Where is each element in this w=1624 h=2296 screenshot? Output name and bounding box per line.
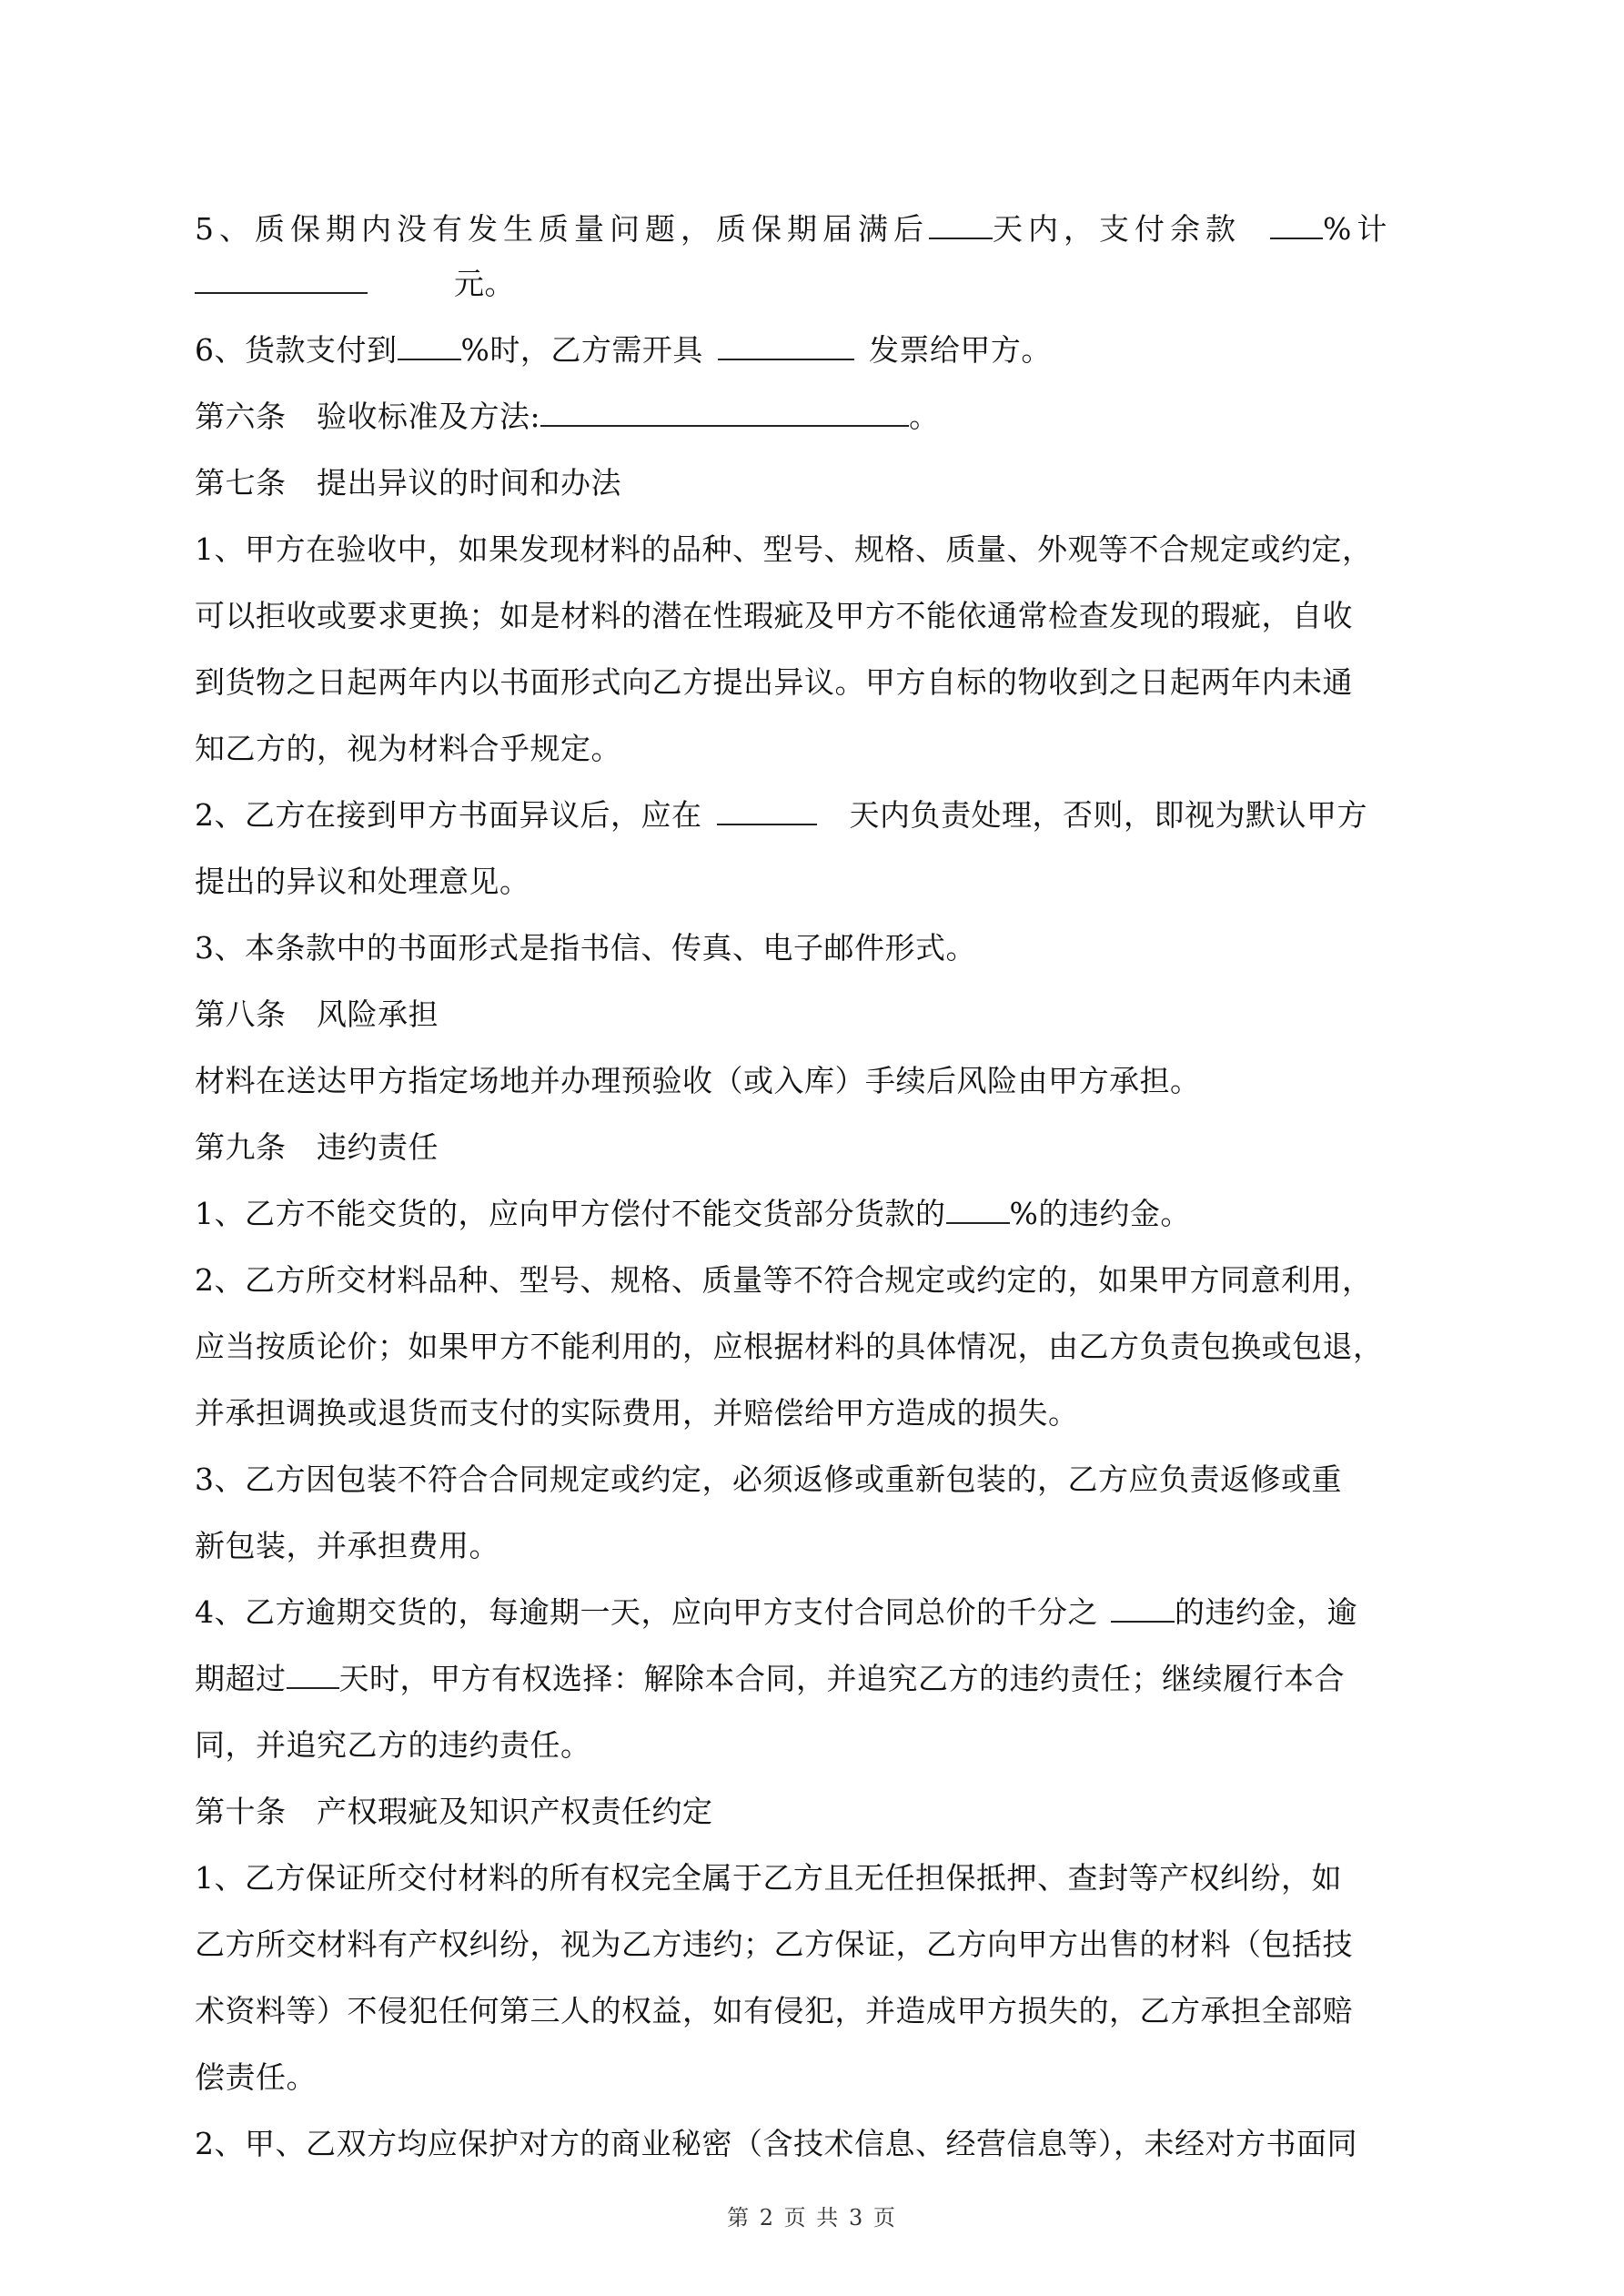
text-segment: 4、乙方逾期交货的，每逾期一天，应向甲方支付合同总价的千分之 (195, 1594, 1098, 1630)
section-heading: 第十条 产权瑕疵及知识产权责任约定 (195, 1794, 713, 1829)
text-line: 3、本条款中的书面形式是指书信、传真、电子邮件形式。 (195, 930, 976, 966)
section-heading: 第八条 风险承担 (195, 996, 439, 1032)
section-heading: 第九条 违约责任 (195, 1129, 439, 1165)
text-segment: 的违约金，逾 (1175, 1594, 1357, 1630)
fill-blank (540, 398, 909, 427)
text-segment: 天时，甲方有权选择：解除本合同，并追究乙方的违约责任；继续履行本合 (338, 1661, 1345, 1696)
section-heading: 第七条 提出异议的时间和办法 (195, 465, 621, 501)
fill-blank (1270, 210, 1323, 239)
fill-blank (287, 1660, 339, 1689)
text-line: 2、甲、乙双方均应保护对方的商业秘密（含技术信息、经营信息等），未经对方书面同 (195, 2126, 1357, 2161)
text-line: 同，并追究乙方的违约责任。 (195, 1727, 591, 1763)
fill-blank (195, 265, 368, 294)
fill-blank (929, 210, 993, 239)
text-segment: 1、乙方不能交货的，应向甲方偿付不能交货部分货款的 (195, 1196, 946, 1231)
text-segment: 期超过 (195, 1661, 287, 1696)
text-segment: 元。 (454, 266, 515, 301)
page-footer: 第 2 页 共 3 页 (727, 2205, 897, 2230)
text-line: 知乙方的，视为材料合乎规定。 (195, 731, 621, 766)
text-line: 新包装，并承担费用。 (195, 1528, 499, 1563)
text-line (195, 788, 1432, 843)
fill-blank (1111, 1593, 1175, 1623)
text-line: 1、甲方在验收中，如果发现材料的品种、型号、规格、质量、外观等不合规定或约定， (195, 531, 1373, 567)
text-segment: 2、乙方在接到甲方书面异议后，应在 (195, 797, 702, 833)
text-line: 可以拒收或要求更换；如是材料的潜在性瑕疵及甲方不能依通常检查发现的瑕疵，自收 (195, 598, 1353, 633)
text-segment: 6、货款支付到 (195, 332, 398, 368)
text-line: 应当按质论价；如果甲方不能利用的，应根据材料的具体情况，由乙方负责包换或包退， (195, 1329, 1384, 1364)
fill-blank (718, 331, 854, 360)
text-line (195, 1652, 1432, 1706)
text-segment: 。 (909, 399, 940, 434)
text-line: 术资料等）不侵犯任何第三人的权益，如有侵犯，并造成甲方损失的，乙方承担全部赔 (195, 1993, 1353, 2028)
text-line (195, 202, 1432, 257)
text-segment: 天内，支付余款 (993, 211, 1241, 247)
text-segment: 5、质保期内没有发生质量问题，质保期届满后 (195, 211, 929, 247)
text-segment: 发票给甲方。 (868, 332, 1052, 368)
fill-blank (946, 1195, 1010, 1224)
text-line: 并承担调换或退货而支付的实际费用，并赔偿给甲方造成的损失。 (195, 1395, 1079, 1431)
text-line: 1、乙方保证所交付材料的所有权完全属于乙方且无任担保抵押、查封等产权纠纷，如 (195, 1860, 1342, 1896)
document-body (195, 202, 1432, 2171)
text-line: 材料在送达甲方指定场地并办理预验收（或入库）手续后风险由甲方承担。 (195, 1063, 1201, 1098)
fill-blank (717, 796, 817, 825)
text-line: 2、乙方所交材料品种、型号、规格、质量等不符合规定或约定的，如果甲方同意利用， (195, 1262, 1373, 1298)
text-line: 3、乙方因包装不符合合同规定或约定，必须返修或重新包装的，乙方应负责返修或重 (195, 1462, 1342, 1497)
text-line (195, 1585, 1432, 1640)
text-line: 偿责任。 (195, 2059, 317, 2095)
text-segment: %的违约金。 (1009, 1196, 1191, 1231)
text-line (195, 1187, 1432, 1241)
text-line: 乙方所交材料有产权纠纷，视为乙方违约；乙方保证，乙方向甲方出售的材料（包括技 (195, 1927, 1353, 1962)
section-heading (195, 389, 1432, 444)
text-line (195, 323, 1432, 378)
text-segment: %时，乙方需开具 (460, 332, 703, 368)
text-line: 到货物之日起两年内以书面形式向乙方提出异议。甲方自标的物收到之日起两年内未通 (195, 664, 1353, 700)
text-line: 提出的异议和处理意见。 (195, 864, 530, 899)
text-segment: 第六条 验收标准及方法: (195, 399, 541, 434)
text-line (195, 257, 1432, 311)
text-segment: 天内负责处理，否则，即视为默认甲方 (849, 797, 1367, 833)
fill-blank (398, 331, 461, 360)
text-segment: %计 (1323, 211, 1393, 247)
